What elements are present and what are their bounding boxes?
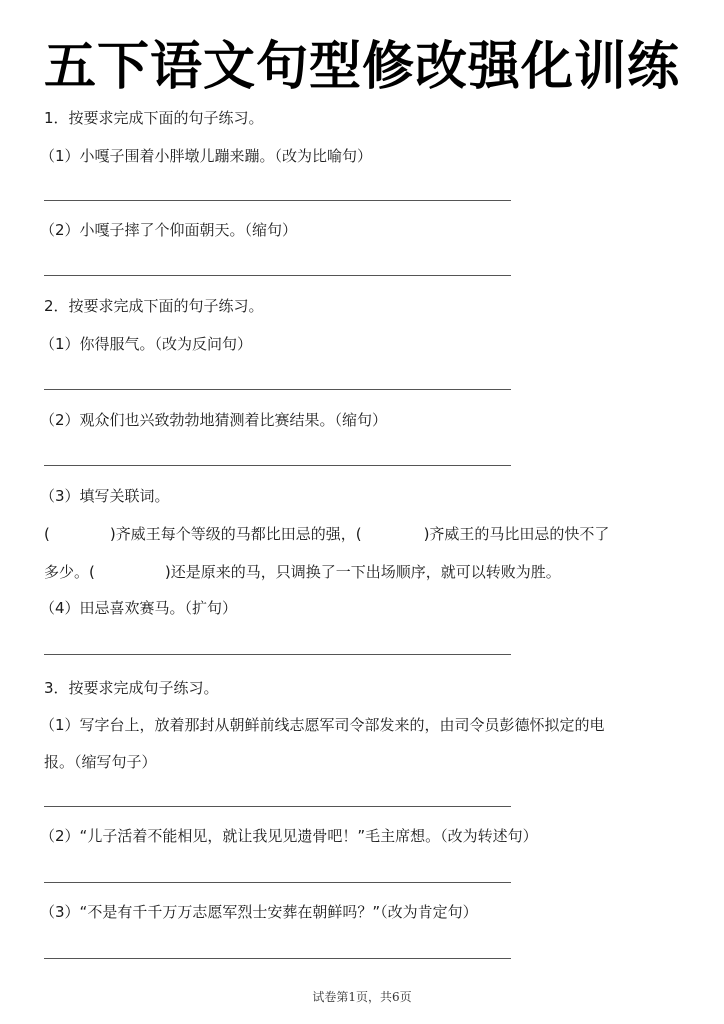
question-1-2: （2）小嘎子摔了个仰面朝天。（缩句） xyxy=(40,221,298,239)
fill-blank-line-2 xyxy=(44,562,561,582)
fill-text-1: )齐威王每个等级的马都比田忌的强，( xyxy=(109,525,362,543)
fill-text-3: 多少。( xyxy=(44,563,95,581)
question-1-1: （1）小嘎子围着小胖墩儿蹦来蹦。（改为比喻句） xyxy=(40,147,373,165)
question-2-1: （1）你得服气。（改为反问句） xyxy=(40,335,253,353)
answer-line-2-4[interactable] xyxy=(44,654,511,655)
question-3-1-line2: 报。（缩写句子） xyxy=(44,753,157,771)
fill-blank-line-1 xyxy=(44,524,609,544)
answer-line-3-2[interactable] xyxy=(44,882,511,883)
question-2-3: （3）填写关联词。 xyxy=(40,487,170,505)
fill-paren-open-1: ( xyxy=(44,525,50,543)
fill-text-2: )齐威王的马比田忌的快不了 xyxy=(423,525,610,543)
page-footer: 试卷第1页，共6页 xyxy=(312,990,412,1004)
answer-line-1-2[interactable] xyxy=(44,275,511,276)
fill-text-4: )还是原来的马，只调换了一下出场顺序，就可以转败为胜。 xyxy=(164,563,561,581)
answer-line-1-1[interactable] xyxy=(44,200,511,201)
question-2-2: （2）观众们也兴致勃勃地猜测着比赛结果。（缩句） xyxy=(40,411,388,429)
answer-line-3-3[interactable] xyxy=(44,958,511,959)
question-3-1-line1: （1）写字台上，放着那封从朝鲜前线志愿军司令部发来的，由司令员彭德怀拟定的电 xyxy=(40,716,605,734)
page-title: 五下语文句型修改强化训练 xyxy=(43,37,680,97)
section-3-heading: 3．按要求完成句子练习。 xyxy=(44,679,219,697)
answer-line-2-1[interactable] xyxy=(44,389,511,390)
question-3-3: （3）“不是有千千万万志愿军烈士安葬在朝鲜吗？”（改为肯定句） xyxy=(40,903,478,921)
question-2-4: （4）田忌喜欢赛马。（扩句） xyxy=(40,599,238,617)
section-1-heading: 1．按要求完成下面的句子练习。 xyxy=(44,109,264,127)
answer-line-2-2[interactable] xyxy=(44,465,511,466)
section-2-heading: 2．按要求完成下面的句子练习。 xyxy=(44,297,264,315)
question-3-2: （2）“儿子活着不能相见，就让我见见遗骨吧！”毛主席想。（改为转述句） xyxy=(40,827,538,845)
answer-line-3-1[interactable] xyxy=(44,806,511,807)
